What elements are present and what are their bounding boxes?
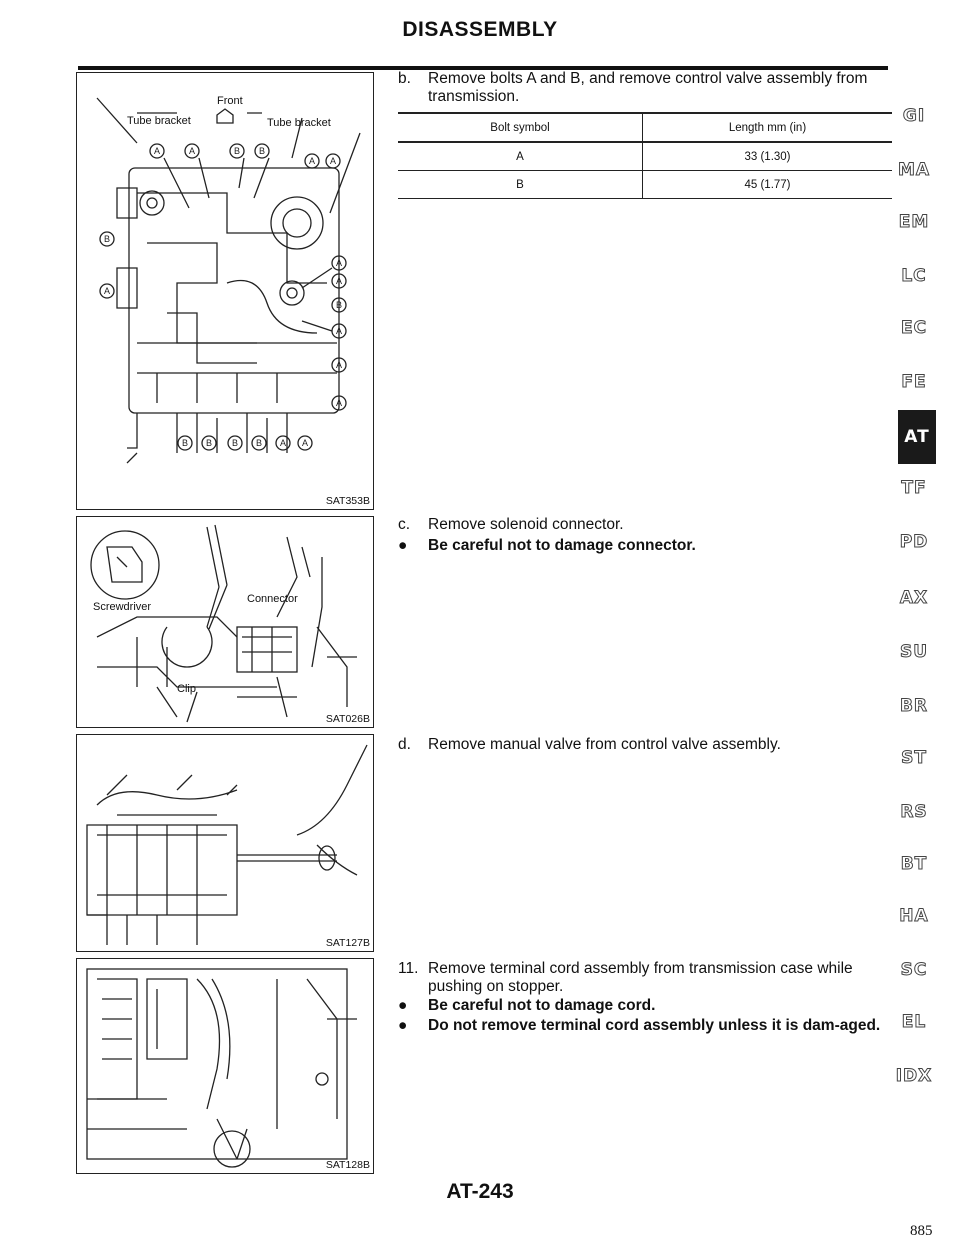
bolt-label-a: A [335,398,343,408]
table-cell: A [398,142,643,171]
bolt-label-a: A [335,326,343,336]
section-tab-bt[interactable]: BT [900,854,928,874]
section-tab-lc[interactable]: LC [901,266,927,286]
bolt-label-a: A [335,258,343,268]
table-header-row [398,113,892,142]
table-row [398,171,892,199]
figure-terminal-cord [76,958,374,1174]
step-text: Remove bolts A and B, and remove control valve assembly from transmission. [428,70,868,105]
table-cell: 45 (1.77) [744,178,791,191]
clip-label: Clip [177,683,196,695]
bolt-label-a: A [279,438,287,448]
section-tab-ec[interactable]: EC [900,318,928,338]
section-tab-ha[interactable]: HA [899,906,929,926]
section-tab-idx[interactable]: IDX [895,1066,933,1086]
step-marker: b. [398,70,411,87]
step-text: Remove terminal cord assembly from transmission case while pushing on stopper. [428,960,853,995]
bolt-label-b: B [103,234,111,244]
bolt-label-a: A [335,276,343,286]
caution-bullet [398,1017,893,1035]
bolt-label-b: B [233,146,241,156]
section-tab-su[interactable]: SU [899,642,929,662]
bolt-label-b: B [258,146,266,156]
step-marker: d. [398,736,411,753]
terminal-cord-illustration [77,959,373,1173]
bolt-label-a: A [153,146,161,156]
bolt-label-a: A [103,286,111,296]
bolt-label-b: B [181,438,189,448]
control-valve-illustration [77,73,373,509]
figure-code: SAT128B [325,1159,370,1171]
page-number: 885 [910,1223,933,1239]
step-marker: c. [398,516,411,533]
tube-bracket-label-right: Tube bracket [267,117,331,129]
page-title: DISASSEMBLY [402,18,558,41]
page-code: AT-243 [446,1180,514,1203]
step-marker: 11. [398,960,419,977]
table-cell: 33 (1.30) [744,150,791,163]
section-tab-pd[interactable]: PD [899,532,929,552]
figure-code: SAT026B [325,713,370,725]
bullet-icon: ● [398,1017,408,1034]
caution-bullet [398,537,893,555]
tube-bracket-label-left: Tube bracket [127,115,191,127]
section-tab-el[interactable]: EL [901,1012,927,1032]
manual-valve-illustration [77,735,373,951]
figure-manual-valve [76,734,374,952]
table-header: Bolt symbol [398,113,643,142]
section-tab-ma[interactable]: MA [897,160,931,180]
figure-code: SAT353B [325,495,370,507]
bolt-length-table [398,112,892,199]
figure-control-valve-bolts [76,72,374,510]
bolt-label-a: A [329,156,337,166]
front-label: Front [217,95,243,107]
step-text: Remove manual valve from control valve assembly. [428,736,781,753]
bolt-label-a: A [301,438,309,448]
bolt-label-a: A [335,360,343,370]
step-11 [398,960,893,1035]
section-tab-gi[interactable]: GI [902,106,926,126]
bolt-label-b: B [205,438,213,448]
bullet-icon: ● [398,997,408,1014]
step-b [398,70,893,106]
section-tab-tf[interactable]: TF [901,478,927,498]
caution-text: Do not remove terminal cord assembly unless it is dam-aged. [428,1017,881,1034]
section-tab-st[interactable]: ST [901,748,927,768]
step-c [398,516,893,555]
section-tab-rs[interactable]: RS [900,802,928,822]
caution-bullet [398,997,893,1015]
table-header: Length mm (in) [728,121,807,134]
connector-label: Connector [247,593,298,605]
figure-code: SAT127B [325,937,370,949]
caution-text: Be careful not to damage connector. [428,537,696,554]
step-d [398,736,893,754]
bolt-label-b: B [255,438,263,448]
bolt-label-b: B [231,438,239,448]
table-row [398,142,892,171]
bullet-icon: ● [398,537,408,554]
bolt-label-b: B [335,300,343,310]
section-tab-fe[interactable]: FE [901,372,927,392]
step-text: Remove solenoid connector. [428,516,624,533]
section-tab-sc[interactable]: SC [900,960,928,980]
bolt-label-a: A [188,146,196,156]
section-tab-at-active[interactable]: AT [898,410,936,464]
connector-illustration [77,517,373,727]
bolt-label-a: A [308,156,316,166]
table-cell: B [398,171,643,199]
figure-solenoid-connector [76,516,374,728]
section-tab-ax[interactable]: AX [899,588,929,608]
screwdriver-label: Screwdriver [93,601,152,613]
section-tab-em[interactable]: EM [898,212,930,232]
caution-text: Be careful not to damage cord. [428,997,656,1014]
section-tab-br[interactable]: BR [899,696,929,716]
